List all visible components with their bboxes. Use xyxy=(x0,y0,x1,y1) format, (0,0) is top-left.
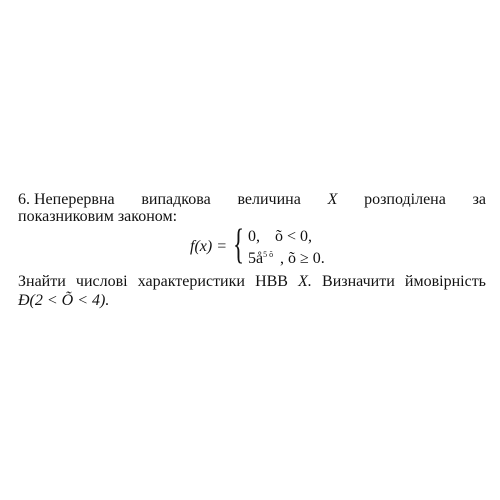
problem-number-and-word xyxy=(18,191,115,209)
variable-x: X. xyxy=(298,273,312,290)
word: характеристики xyxy=(137,273,245,290)
word: величина xyxy=(237,191,301,208)
case1-condition: õ < 0, xyxy=(275,228,313,245)
word: Знайти xyxy=(18,273,66,290)
word: випадкова xyxy=(141,191,211,208)
word: за xyxy=(472,191,486,208)
word: Визначити xyxy=(322,273,395,290)
case2-base: 5å xyxy=(248,250,264,267)
word: числові xyxy=(75,273,128,290)
case1-value: 0, xyxy=(248,228,260,245)
case2-exponent: 5 õ xyxy=(263,250,274,259)
problem-number: 6. xyxy=(18,191,30,208)
problem-line-3 xyxy=(18,273,486,291)
word: ймовірність xyxy=(404,273,486,290)
density-formula xyxy=(190,222,340,270)
formula-lhs: f(x) = xyxy=(190,238,227,255)
case2-value xyxy=(248,250,273,268)
word: НВВ xyxy=(255,273,288,290)
word: розподілена xyxy=(364,191,446,208)
variable-x: X xyxy=(327,191,338,208)
left-brace: { xyxy=(233,222,245,268)
word: Неперервна xyxy=(34,191,115,208)
probability-expression: Ð(2 < Õ < 4). xyxy=(18,292,110,309)
problem-line-1 xyxy=(18,191,486,209)
case2-condition: , õ ≥ 0. xyxy=(280,250,325,267)
problem-line-2: показниковим законом: xyxy=(18,208,178,225)
